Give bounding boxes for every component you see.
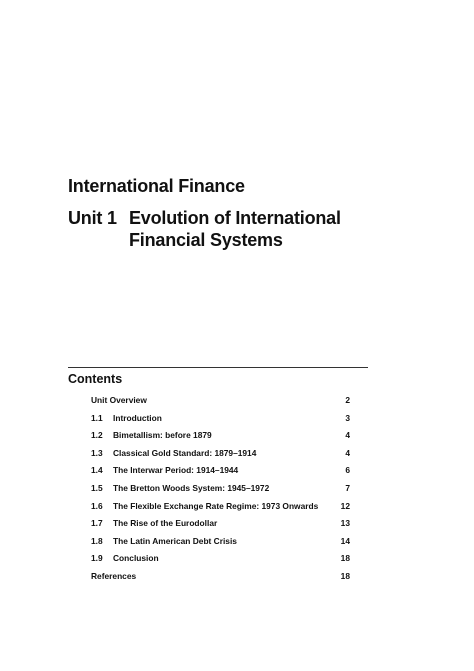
toc-entry-page: 4	[345, 430, 350, 441]
toc-entry-number: 1.4	[91, 465, 103, 476]
table-of-contents	[91, 395, 350, 589]
toc-entry-label: Conclusion	[113, 553, 159, 564]
toc-entry-page: 6	[345, 465, 350, 476]
toc-entry-number: 1.6	[91, 500, 103, 511]
toc-entry-1-1[interactable]	[91, 413, 350, 431]
toc-entry-label: Bimetallism: before 1879	[113, 430, 212, 441]
toc-entry-page: 13	[340, 518, 350, 529]
toc-entry-1-6[interactable]	[91, 501, 350, 519]
toc-entry-label: The Bretton Woods System: 1945–1972	[113, 482, 270, 493]
toc-entry-1-5[interactable]	[91, 483, 350, 501]
toc-entry-label: The Rise of the Eurodollar	[113, 518, 218, 529]
toc-entry-label: The Flexible Exchange Rate Regime: 1973 Onwards	[113, 500, 319, 511]
toc-entry-number: 1.1	[91, 412, 103, 423]
toc-entry-1-7[interactable]	[91, 518, 350, 536]
contents-heading: Contents	[68, 372, 123, 386]
toc-entry-number: 1.8	[91, 535, 103, 546]
toc-entry-page: 4	[345, 447, 350, 458]
toc-entry-number: 1.7	[91, 518, 103, 529]
toc-entry-1-8[interactable]	[91, 536, 350, 554]
toc-entry-page: 14	[340, 535, 350, 546]
toc-entry-label: References	[91, 570, 137, 581]
toc-entry-label: The Latin American Debt Crisis	[113, 535, 237, 546]
toc-entry-page: 7	[345, 482, 350, 493]
toc-entry-label: Unit Overview	[91, 395, 147, 405]
toc-entry-unit-overview[interactable]	[91, 395, 350, 413]
toc-entry-page: 18	[340, 570, 350, 581]
toc-entry-page: 3	[345, 412, 350, 423]
toc-entry-number: 1.3	[91, 447, 103, 458]
toc-entry-number: 1.9	[91, 553, 103, 564]
toc-entry-1-4[interactable]	[91, 465, 350, 483]
unit-title: Evolution of International Financial Systems	[129, 208, 341, 250]
toc-entry-number: 1.5	[91, 482, 103, 493]
toc-entry-1-3[interactable]	[91, 448, 350, 466]
toc-entry-label: Introduction	[113, 412, 162, 423]
course-title: International Finance	[68, 176, 245, 196]
toc-entry-page: 2	[345, 395, 350, 405]
toc-entry-page: 12	[340, 500, 350, 511]
toc-entry-1-9[interactable]	[91, 553, 350, 571]
toc-entry-references[interactable]	[91, 571, 350, 589]
contents-divider	[68, 367, 368, 368]
unit-number: Unit 1	[68, 208, 117, 228]
toc-entry-page: 18	[340, 553, 350, 564]
toc-entry-label: The Interwar Period: 1914–1944	[113, 465, 239, 476]
toc-entry-1-2[interactable]	[91, 430, 350, 448]
toc-entry-number: 1.2	[91, 430, 103, 441]
toc-entry-label: Classical Gold Standard: 1879–1914	[113, 447, 257, 458]
